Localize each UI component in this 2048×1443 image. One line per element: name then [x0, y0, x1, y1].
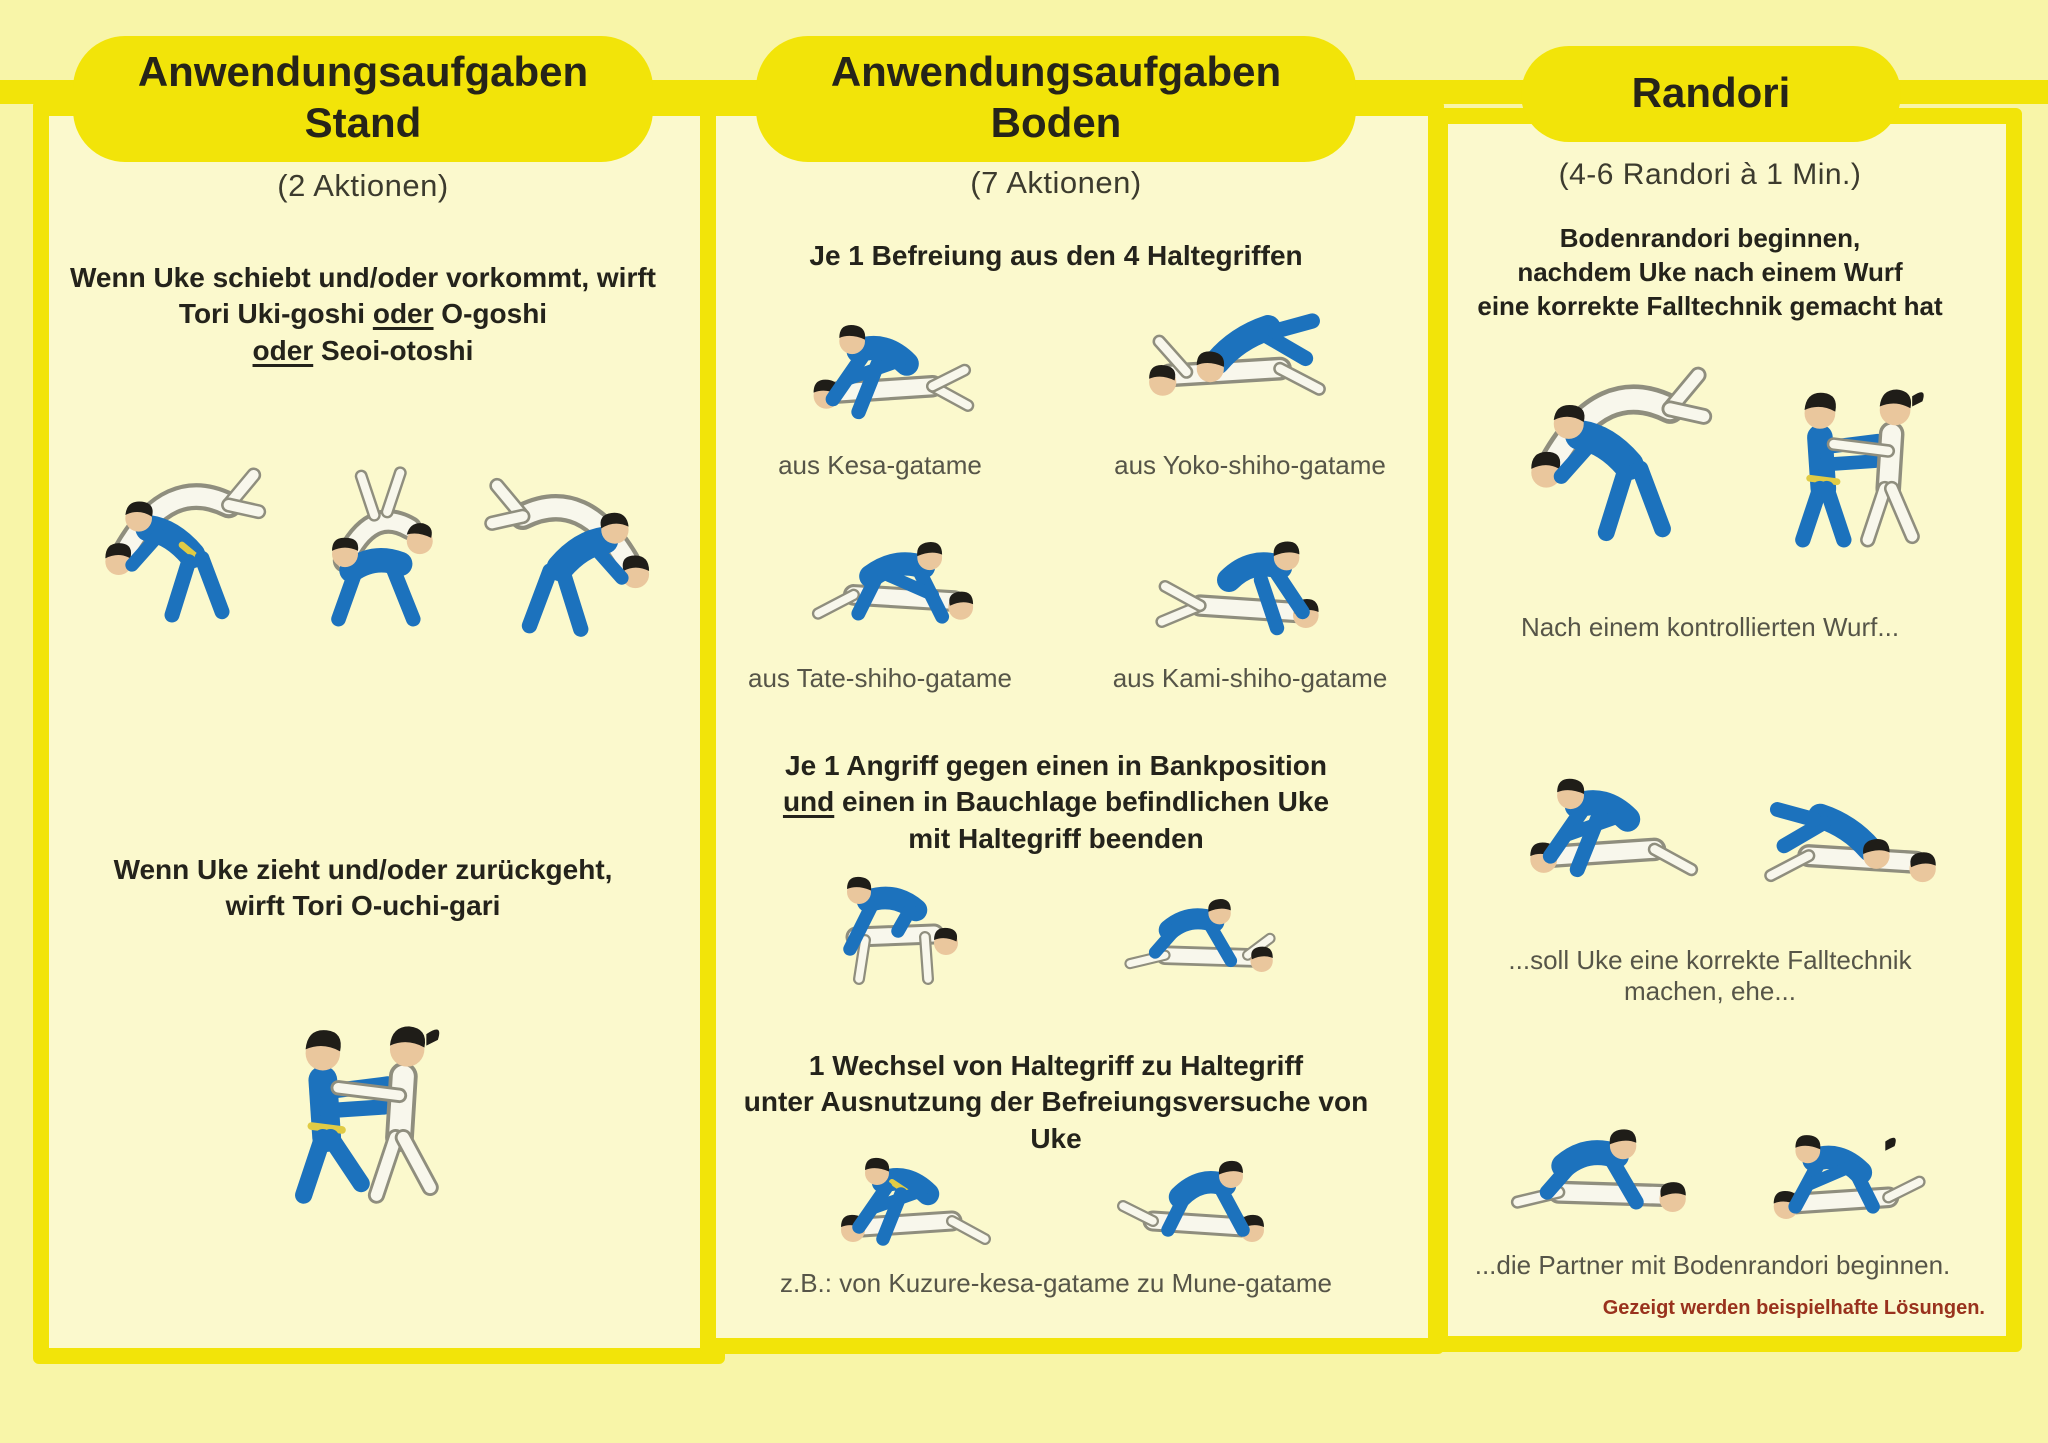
randori-caption2 [1470, 945, 1950, 1007]
boden-task2-line3: mit Haltegriff beenden [908, 822, 1204, 854]
panel-boden-title [756, 36, 1356, 162]
boden-task3-line1: 1 Wechsel von Haltegriff zu Haltegriff [808, 1050, 1304, 1081]
boden-task1-heading: Je 1 Befreiung aus den 4 Haltegriffen [809, 240, 1303, 271]
stand-rule1-line3-post: Seoi-otoshi [313, 334, 474, 366]
yoko-shiho-gatame-caption: aus Yoko-shiho-gatame [1114, 450, 1386, 480]
stand-rule1-line2-pre: Tori Uki-goshi [178, 298, 373, 330]
kami-shiho-gatame-caption: aus Kami-shiho-gatame [1112, 663, 1388, 693]
boden-subtitle: (7 Aktionen) [970, 165, 1142, 200]
boden-task2-line1: Je 1 Angriff gegen einen in Bankposition [785, 750, 1327, 781]
boden-task2-heading [720, 748, 1392, 857]
randori-caption2-line1: ...soll Uke eine korrekte Falltechnik [1508, 945, 1912, 975]
tate-shiho-gatame-illustration [775, 505, 1010, 660]
bodenrandori-illustration-1 [1480, 1080, 1720, 1245]
panel-stand-title-line2: Stand [304, 99, 422, 147]
uki-goshi-throw-illustration [82, 400, 282, 700]
stand-rule2 [48, 852, 678, 925]
kami-shiho-gatame-illustration [1105, 500, 1385, 660]
stand-rule2-line1: Wenn Uke zieht und/oder zurückgeht, [113, 854, 613, 885]
randori-intro-line1: Bodenrandori beginnen, [1559, 223, 1861, 253]
yoko-shiho-gatame-illustration [1105, 270, 1370, 440]
haltegriff-wechsel-caption: z.B.: von Kuzure-kesa-gatame zu Mune-gatame [779, 1268, 1333, 1298]
stand-rule1-line2-oder: oder [372, 298, 434, 330]
bank-position-illustration [780, 850, 1010, 1000]
bodenrandori-illustration-2 [1720, 1095, 1970, 1250]
randori-caption3: ...die Partner mit Bodenrandori beginnen. [1474, 1250, 1951, 1280]
boden-task2-line2-und: und [782, 786, 835, 818]
randori-intro-line3: eine korrekte Falltechnik gemacht hat [1477, 290, 1943, 321]
stand-rule1-line3-oder: oder [252, 334, 314, 366]
panel-stand-title-line1: Anwendungsaufgaben [137, 48, 589, 95]
tate-shiho-gatame-caption: aus Tate-shiho-gatame [747, 663, 1012, 693]
panel-boden-title-line2: Boden [990, 99, 1122, 147]
seoi-otoshi-throw-illustration [468, 420, 673, 705]
kesa-gatame-caption: aus Kesa-gatame [778, 450, 982, 480]
stand-rule1-line1: Wenn Uke schiebt und/oder vorkommt, wirft [69, 262, 656, 293]
randori-caption1: Nach einem kontrollierten Wurf... [1520, 612, 1900, 642]
standing-grip-pair-illustration [1755, 322, 1960, 597]
poster-footnote: Gezeigt werden beispielhafte Lösungen. [1602, 1297, 1985, 1319]
randori-caption2-line2: machen, ehe... [1624, 976, 1796, 1006]
stand-rule2-line2: wirft Tori O-uchi-gari [225, 890, 501, 922]
stand-rule1-line2-post: O-goshi [433, 298, 548, 330]
boden-task2-line2-post: einen in Bauchlage befindlichen Uke [834, 786, 1330, 818]
panel-randori-title: Randori [1521, 46, 1901, 142]
stand-rule1 [48, 260, 678, 369]
bauchlage-illustration [1060, 860, 1340, 1000]
controlled-throw-illustration [1505, 322, 1730, 597]
falltechnik-ground-illustration-1 [1490, 725, 1725, 920]
o-goshi-throw-illustration [280, 405, 475, 700]
o-uchi-gari-illustration [250, 960, 480, 1250]
stand-subtitle: (2 Aktionen) [277, 168, 449, 203]
haltegriff-wechsel-illustration-2 [1070, 1122, 1320, 1272]
randori-intro-line2: nachdem Uke nach einem Wurf [1517, 256, 1903, 287]
panel-boden-title-line1: Anwendungsaufgaben [830, 48, 1282, 95]
randori-intro [1460, 222, 1960, 323]
randori-subtitle: (4-6 Randori à 1 Min.) [1558, 158, 1862, 191]
boden-task3-line2: unter Ausnutzung der Befreiungsversuche von Uke [743, 1086, 1369, 1154]
falltechnik-ground-illustration-2 [1730, 760, 1970, 925]
panel-stand-title [73, 36, 653, 162]
kesa-gatame-illustration [775, 278, 1000, 443]
haltegriff-wechsel-illustration-1 [790, 1122, 1030, 1272]
